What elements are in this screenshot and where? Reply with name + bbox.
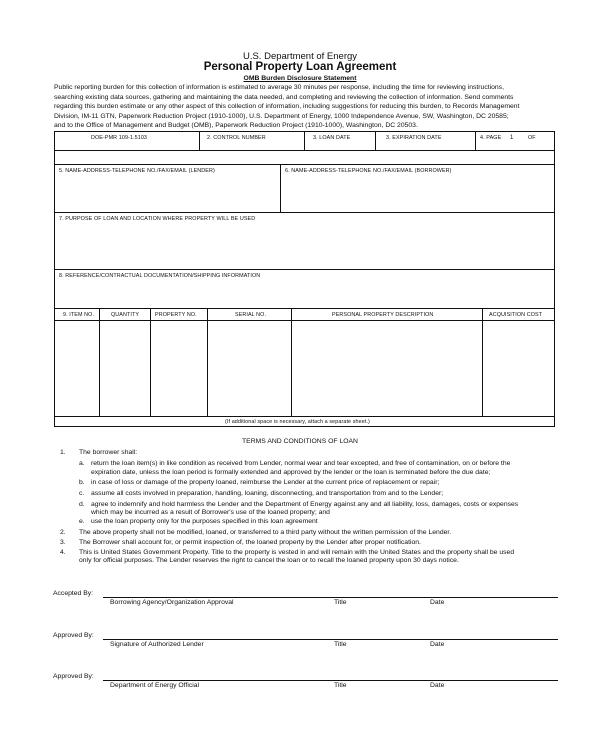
term-number: 1. xyxy=(60,449,66,456)
divider xyxy=(199,132,200,150)
divider xyxy=(55,150,554,151)
signature-caption: Department of Energy Official xyxy=(110,682,200,689)
divider xyxy=(482,308,483,416)
column-quantity: QUANTITY xyxy=(111,312,140,318)
term-text: only for official purposes. The Lender reserves the right to cancel the loan or to recall the loaned property upon 30 days notice. xyxy=(79,557,459,564)
loan-form-table xyxy=(54,131,555,427)
subitem-text: in case of loss or damage of the property loaned, reimburse the Lender at the current price of replacement or repair; xyxy=(91,479,440,486)
divider xyxy=(99,308,100,416)
page-of-label: OF xyxy=(528,135,536,141)
accepted-by-label: Accepted By: xyxy=(53,590,94,597)
subitem-letter: b. xyxy=(79,479,85,486)
page-number: 1 xyxy=(510,135,514,141)
term-text: This is United States Government Property. Title to the property is vested in and will remain with the United States and the property shall be used xyxy=(79,549,515,556)
form-number: DOE-PMR 109-1.5103 xyxy=(91,135,148,141)
subitem-letter: a. xyxy=(79,460,85,467)
divider xyxy=(207,308,208,416)
column-acquisition-cost: ACQUISITION COST xyxy=(489,312,543,318)
subitem-text: assume all costs involved in preparation, handling, loaning, disconnecting, and transportation from and to the Lender; xyxy=(91,490,444,497)
approved-by-doe-label: Approved By: xyxy=(53,673,94,680)
approved-by-lender-label: Approved By: xyxy=(53,632,94,639)
lender-signature-line[interactable] xyxy=(103,639,558,640)
burden-line: regarding this burden estimate or any other aspect of this collection of information, including suggestions for reducing this burden, to Records Management xyxy=(54,103,520,111)
term-text: The Borrower shall account for, or permit inspection of, the loaned property by the Lender after proper notification. xyxy=(79,539,421,546)
divider xyxy=(280,164,281,212)
additional-space-note: (If additional space is necessary, attach a separate sheet.) xyxy=(225,419,370,425)
term-number: 4. xyxy=(60,549,66,556)
control-number-label[interactable]: 2. CONTROL NUMBER xyxy=(207,135,266,141)
lender-field[interactable]: 5. NAME-ADDRESS-TELEPHONE NO./FAX/EMAIL (LENDER) xyxy=(59,168,215,174)
divider xyxy=(55,164,554,165)
loan-date-label[interactable]: 3. LOAN DATE xyxy=(313,135,351,141)
term-number: 2. xyxy=(60,529,66,536)
divider xyxy=(55,308,554,309)
subitem-text: agree to indemnify and hold harmless the Lender and the Department of Energy against any and all liability, loss, damages, costs or expenses xyxy=(91,501,519,508)
date-caption: Date xyxy=(430,641,445,648)
date-caption: Date xyxy=(430,599,445,606)
divider xyxy=(475,132,476,150)
burden-line: Division, IM-11 GTN, Paperwork Reduction Project (1910-1000), U.S. Department of Energy, 1000 Independence Avenue, SW, Washington, DC 20585; xyxy=(54,112,509,120)
signature-caption: Signature of Authorized Lender xyxy=(110,641,204,648)
agency-name: U.S. Department of Energy xyxy=(242,51,358,62)
subitem-text: use the loan property only for the purposes specified in this loan agreement xyxy=(91,518,318,525)
divider xyxy=(55,212,554,213)
accepted-by-signature-line[interactable] xyxy=(103,597,558,598)
column-item-no: 9. ITEM NO. xyxy=(63,312,95,318)
divider xyxy=(150,308,151,416)
burden-statement xyxy=(54,83,569,131)
divider xyxy=(291,308,292,416)
term-number: 3. xyxy=(60,539,66,546)
expiration-date-label[interactable]: 3. EXPIRATION DATE xyxy=(386,135,442,141)
divider xyxy=(304,132,305,150)
column-description: PERSONAL PROPERTY DESCRIPTION xyxy=(332,312,434,318)
subitem-letter: e. xyxy=(79,518,85,525)
form-title: Personal Property Loan Agreement xyxy=(203,61,397,73)
subitem-text: expiration date, unless the loan period is formally extended and approved by the lender or the loan is terminated before the due date; xyxy=(91,469,491,476)
divider xyxy=(375,132,376,150)
title-caption: Title xyxy=(334,641,347,648)
doe-signature-line[interactable] xyxy=(103,680,558,681)
subitem-letter: c. xyxy=(79,490,85,497)
subitem-text: which may be incurred as a result of Borrower's use of the loaned property; and xyxy=(91,509,330,516)
page-label: 4. PAGE xyxy=(480,135,502,141)
title-caption: Title xyxy=(334,599,347,606)
burden-line: and to the Office of Management and Budget (OMB), Paperwork Reduction Project (1910-1000), Washington, DC 20503. xyxy=(54,122,418,130)
burden-statement-title: OMB Burden Disclosure Statement xyxy=(243,75,357,82)
subitem-text: return the loan item(s) in like condition as received from Lender, normal wear and tear excepted, and free of contamination, on or before the xyxy=(91,460,511,467)
divider xyxy=(55,320,554,321)
signature-caption: Borrowing Agency/Organization Approval xyxy=(110,599,234,606)
term-text: The borrower shall: xyxy=(79,449,138,456)
subitem-letter: d. xyxy=(79,501,85,508)
title-caption: Title xyxy=(334,682,347,689)
column-property-no: PROPERTY NO. xyxy=(155,312,197,318)
date-caption: Date xyxy=(430,682,445,689)
terms-title: TERMS AND CONDITIONS OF LOAN xyxy=(242,438,358,445)
reference-field[interactable]: 8. REFERENCE/CONTRACTUAL DOCUMENTATION/SHIPPING INFORMATION xyxy=(59,273,261,279)
term-text: The above property shall not be modified, loaned, or transferred to a third party without the written permission of the Lender. xyxy=(79,529,452,536)
purpose-field[interactable]: 7. PURPOSE OF LOAN AND LOCATION WHERE PROPERTY WILL BE USED xyxy=(59,216,256,222)
burden-line: Public reporting burden for this collection of information is estimated to average 30 minutes per response, including the time for reviewing instructions, xyxy=(54,84,504,91)
column-serial-no: SERIAL NO. xyxy=(235,312,267,318)
divider xyxy=(55,416,554,417)
burden-line: searching existing data sources, gathering and maintaining the data needed, and completing and reviewing the collection of information. Send comments xyxy=(54,93,514,101)
borrower-field[interactable]: 6. NAME-ADDRESS-TELEPHONE NO./FAX/EMAIL (BORROWER) xyxy=(285,168,452,174)
divider xyxy=(55,269,554,270)
